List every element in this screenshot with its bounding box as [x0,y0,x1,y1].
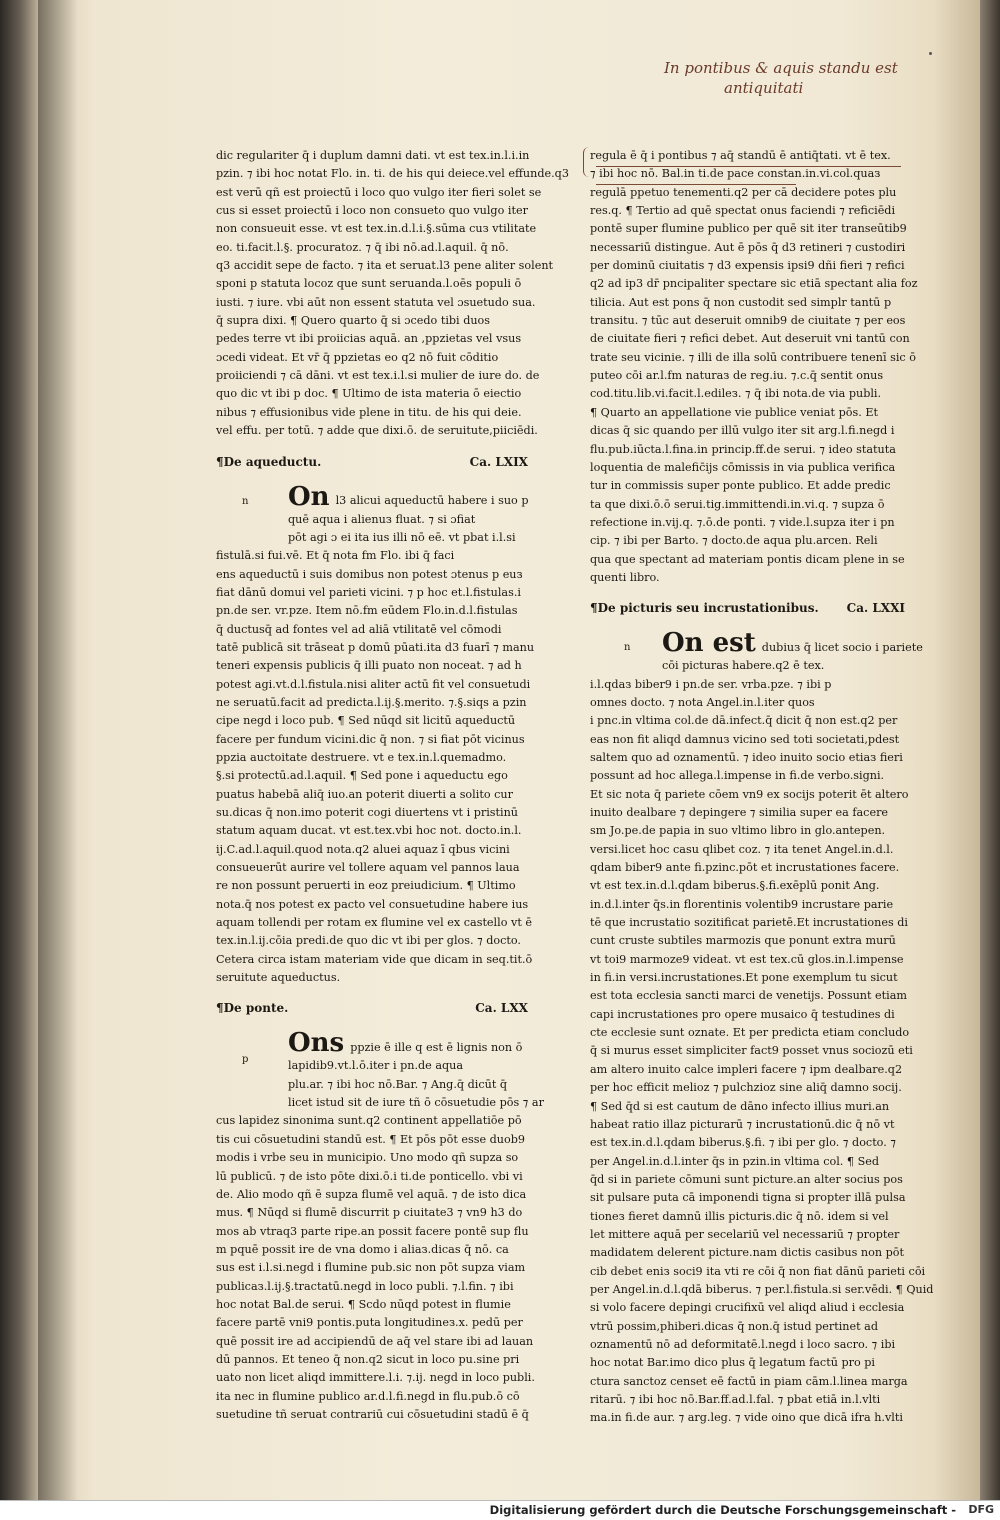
text-line: ne seruatū.facit ad predicta.l.ij.§.merito. ⁊.§.siqs a pzin [216,695,527,709]
text-line: fiat dānū domui vel parieti vicini. ⁊ p hoc et.l.fistulas.i [216,585,521,599]
text-line: tē que incrustatio sozitificat parietē.Et incrustationes di [590,916,909,930]
text-line: est tota ecclesia sancti marci de venetijs. Possunt etiam [590,989,908,1003]
text-line: re non possunt peruerti in eoz preiudicium. ¶ Ultimo [216,879,516,893]
left-intro-text [216,147,569,441]
text-line: mos ab vtraq3 parte ripe.an possit facere pontē sup flu [216,1224,529,1238]
right-intro-text [590,147,918,587]
text-line: quenti libro. [590,570,660,584]
section-body-aqueductu [216,481,535,988]
initial-letter: Ons [288,1028,345,1059]
chapter-number: Ca. LXXI [846,601,905,616]
text-line: mus. ¶ Nūqd si flumē discurrit p ciuitate3 ⁊ vn9 h3 do [216,1206,523,1220]
initial-letter: On [288,481,330,512]
text-line: ta que dixi.ō.ō serui.tig.immittendi.in.vi.q. ⁊ supza ō [590,497,885,511]
section-title: ¶De picturis seu incrustationibus. [590,601,819,616]
text-line: res.q. ¶ Tertio ad quē spectat onus faciendi ⁊ reficiēdi [590,204,896,218]
text-line: aquam tollendi per rotam ex flumine vel ex castello vt ē [216,916,532,930]
text-line: ritarū. ⁊ ibi hoc nō.Bar.ff.ad.l.fal. ⁊ pbat etiā in.l.vlti [590,1393,881,1406]
text-line: seruitute aqueductus. [216,971,341,985]
text-line: puatus habebā aliq̄ iuo.an poterit diuerti a solito cur [216,787,513,801]
text-line: sus est i.l.si.negd i flumine pub.sic non pōt supza viam [216,1261,526,1275]
text-line: vel effu. per totū. ⁊ adde que dixi.ō. de seruitute,piiciēdi. [216,424,538,438]
dfg-logo: DFG [968,1503,994,1516]
text-line: cip. ⁊ ibi per Barto. ⁊ docto.de aqua plu.arcen. Reli [590,534,878,548]
text-line: vt est tex.in.d.l.qdam biberus.§.fi.exēplū ponit Ang. [590,879,880,893]
text-line: cod.titu.lib.vi.facit.l.edileз. ⁊ q̄ ibi nota.de via publi. [590,387,882,401]
text-line: suetudine tñ seruat contrariū cui cōsuetudini stadū ē q̄ [216,1407,529,1421]
text-line: qdam biber9 ante fi.pzinc.pōt et incrustationes facere. [590,861,900,875]
text-line: tur in commissis super ponte publico. Et adde predic [590,479,891,493]
text-line: ctura sanctoz censet eē factū in piam cām.l.linea marga [590,1374,908,1388]
text-line: nota.q̄ nos potest ex pacto vel consuetudine habere ius [216,897,529,911]
text-line: quē possit ire ad accipiendū de aq̄ vel stare ibi ad lauan [216,1334,534,1348]
text-line: in.d.l.inter q̄s.in florentinis volentib9 incrustare parie [590,897,894,911]
section-heading-ponte [216,999,528,1017]
text-line: vtrū possim,phiberi.dicas q̄ non.q̄ istud pertinet ad [590,1319,879,1333]
text-line: §.si protectū.ad.l.aquil. ¶ Sed pone i aqueductu ego [216,769,508,783]
text-line: ppzia auctoitate destruere. vt e tex.in.l.quemadmo. [216,750,507,764]
text-line: qua que spectant ad materiam pontis dicam plene in se [590,552,905,566]
text-line: refectione in.vij.q. ⁊.ō.de ponti. ⁊ vide.l.supza iter i pn [590,515,895,529]
text-line [590,628,923,659]
left-text-column [216,147,569,1424]
text-line: pn.de ser. vr.pze. Item nō.fm eūdem Flo.in.d.l.fistulas [216,604,518,618]
text-line: est tex.in.d.l.qdam biberus.§.fi. ⁊ ibi per glo. ⁊ docto. ⁊ [590,1136,896,1150]
right-text-column [590,147,934,1428]
text-line: facere per fundum vicini.dic q̄ non. ⁊ si fiat pōt vicinus [216,732,525,746]
text-line: pōt agi ɔ ei ita ius illi nō eē. vt pbat i.l.si [288,530,516,544]
text-line: sit pulsare puta cā imponendi tigna si propter illā pulsa [590,1191,906,1205]
text-line: facere partē vni9 pontis.puta longitudineз.x. pedū per [216,1316,523,1330]
text-line: ⁊ ibi hoc nō. Bal.in ti.de pace constan.in.vi.col.quaз [590,167,881,181]
guide-letter: p [242,1054,249,1066]
text-line: in fi.in versi.incrustationes.Et pone exemplum tu sicut [590,971,898,985]
text-line: q̄d si in pariete cōmuni sunt picture.an alter socius pos [590,1172,903,1186]
text-line: puteo cōi ar.l.fm naturaз de reg.iu. ⁊.c.q̄ sentit onus [590,369,884,383]
digitization-footer [0,1500,1000,1520]
text-line: oznamentū nō ad deformitatē.l.negd i loco sacro. ⁊ ibi [590,1337,896,1351]
text-line: inuito dealbare ⁊ depingere ⁊ similia super ea facere [590,806,889,819]
text-line: pzin. ⁊ ibi hoc notat Flo. in. ti. de his qui deiece.vel effunde.q3 [216,167,569,181]
text-line: tatē publicā sit trāseat p domū pūati.ita d3 fuarī ⁊ manu [216,640,535,654]
text-line: pontē super flumine publico per quē sit iter transeūtib9 [590,222,907,236]
page-gutter-shadow [38,0,78,1500]
section-body-ponte [216,1028,544,1424]
text-line: cus si esset proiectū i loco non consueto quo vulgo iter [216,204,528,218]
handwritten-note-line-2: antiquitati [724,79,804,97]
text-line: i pnc.in vltima col.de dā.infect.q̄ dicit q̄ non est.q2 per [590,714,898,728]
text-line: habeat ratio illaz picturarū ⁊ incrustationū.dic q̄ nō vt [590,1117,895,1131]
text-line: de. Alio modo qñ ē supza flumē vel aquā. ⁊ de isto dica [216,1187,527,1201]
text-line: i.l.qdaз biber9 i pn.de ser. vrba.pze. ⁊ ibi p [590,677,832,691]
section-title: ¶De ponte. [216,1001,289,1016]
handwritten-note-line-1: In pontibus & aquis standu est [664,59,898,77]
text-line: ita nec in flumine publico ar.d.l.fi.negd in flu.pub.ō cō [216,1389,520,1403]
text-line: dic regulariter q̄ i duplum damni dati. vt est tex.in.l.i.in [216,149,530,162]
text-line: tilicia. Aut est pons q̄ non custodit sed simplr tantū p [590,295,892,309]
text-line: possunt ad hoc allega.l.impense in fi.de verbo.signi. [590,769,885,783]
text-line: hoc notat Bar.imo dico plus q̄ legatum factū pro pi [590,1356,875,1370]
text-line: madidatem delerent picture.nam dictis casibus non pōt [590,1246,904,1260]
text-line: capi incrustationes pro opere musaico q̄ testudines di [590,1007,895,1021]
text-line: per hoc efficit melioz ⁊ pulchzioz sine aliq̄ damno socij. [590,1081,902,1095]
text-line: lapidib9.vt.l.ō.iter i pn.de aqua [288,1059,464,1073]
text-line: q̄ supra dixi. ¶ Quero quarto q̄ si ɔcedo tibi duos [216,314,491,328]
text-line: loquentia de malefic̄ijs cōmissis in via publica verifica [590,460,896,474]
text-line: fistulā.si fui.vē. Et q̄ nota fm Flo. ibi q̄ faci [216,549,455,563]
text-line: q3 accidit sepe de facto. ⁊ ita et seruat.l3 pene aliter solent [216,259,554,273]
text-line [216,1029,528,1057]
text-line: necessariū distingue. Aut ē pōs q̄ d3 retineri ⁊ custodiri [590,240,906,254]
text-line: modis i vrbe seu in municipio. Uno modo qñ supza so [216,1151,519,1165]
text-line: transitu. ⁊ tūc aut deseruit omnib9 de ciuitate ⁊ per eos [590,314,906,328]
text-line: ij.C.ad.l.aquil.quod nota.q2 alueі aquaz ī qbus vicini [216,842,510,856]
text-line: saltem quo ad oznamentū. ⁊ ideo inuito socio etiaз fieri [590,750,903,764]
text-line: non consueuit esse. vt est tex.in.d.l.i.§.sūma cuз vtilitate [216,222,537,236]
text-line: cib debet eniз soci9 ita vti re cōi q̄ non fiat dānū parieti cōi [590,1264,926,1278]
handwritten-marginal-note [664,58,964,98]
text-line: ¶ Quarto an appellatione vie publice veniat pōs. Et [590,405,878,419]
text-line: q2 ad ip3 dr̄ pncipaliter spectare sic etiā spectant alia foz [590,277,918,291]
ink-speck [929,52,932,55]
text-line: regulā ppetuo tenementi.q2 per cā decidere potes plu [590,185,897,199]
text-line: omnes docto. ⁊ nota Angel.in.l.iter quos [590,695,815,709]
text-line: publicaз.l.ij.§.tractatū.negd in loco publi. ⁊.l.fin. ⁊ ibi [216,1279,514,1293]
text-line: statum aquam ducat. vt est.tex.vbi hoc not. docto.in.l. [216,824,522,838]
text-line: plu.ar. ⁊ ibi hoc nō.Bar. ⁊ Ang.q̄ dicūt q̄ [288,1077,508,1091]
guide-letter: n [624,642,631,654]
text-line: eas non fit aliqd damnuз vicino sed toti societati,pdest [590,732,900,746]
text-line: su.dicas q̄ non.imo poterit cogi diuertens vt i pristinū [216,806,519,819]
text-line: flu.pub.iūcta.l.fina.in princip.ff.de serui. ⁊ ideo statuta [590,442,896,456]
text-line: trate seu vicinie. ⁊ illi de illa solū contribuere tenenī sic ō [590,350,916,364]
text-line: ɔcedi videat. Et vr̄ q̄ ppzietas eo q2 nō fuit cōditio [216,350,499,364]
text-line: si volo facere depingi crucifixū vel aliqd aliud i ecclesia [590,1301,905,1315]
book-right-edge [980,0,1000,1500]
text-line: nibus ⁊ effusionibus vide plene in titu. de his qui deie. [216,405,522,419]
text-line: teneri expensis publicis q̄ illi puato non noceat. ⁊ ad h [216,659,522,673]
text-line: per Angel.in.d.l.qdā biberus. ⁊ per.l.fistula.si ser.vēdi. ¶ Quid [590,1282,934,1296]
text-line: Cetera circa istam materiam vide que dicam in seq.tit.ō [216,952,533,966]
funding-credit-text: Digitalisierung gefördert durch die Deutsche Forschungsgemeinschaft - [489,1503,956,1517]
text-line [216,483,528,511]
text-line: lū publicū. ⁊ de isto pōte dixi.ō.i ti.de ponticello. vbi vi [216,1169,523,1183]
text-line: ma.in fi.de aur. ⁊ arg.leg. ⁊ vide oino que dicā ifra h.vlti [590,1411,903,1425]
text-line: hoc notat Bal.de serui. ¶ Scdo nūqd potest in flumie [216,1297,511,1311]
text-line: iusti. ⁊ iure. vbi aūt non essent statuta vel ɔsuetudo sua. [216,295,536,309]
section-title: ¶De aqueductu. [216,454,322,469]
text-line: cipe negd i loco pub. ¶ Sed nūqd sit licitū aqueductū [216,714,516,728]
text-line: est verū qñ est proiectū i loco quo vulgo iter fieri solet se [216,185,542,199]
text-line: q̄ ductusq̄ ad fontes vel ad aliā vtilitatē vel cōmodi [216,622,502,636]
text-line: q̄ si murus esset simpliciter fact9 posset vnus sociozū eti [590,1044,913,1058]
text-line: dicas q̄ sic quando per illū vulgo iter sit arg.l.fi.negd i [590,424,895,438]
text-line: consueuerūt aurire vel tollere aquam vel pannos laua [216,861,520,875]
text-line: ¶ Sed q̄d si est cautum de dāno infecto illius muri.an [590,1099,890,1113]
guide-letter: n [242,495,249,507]
section-body-picturis [590,628,934,1427]
text-line: m pquē possit ire de vna domo i aliaз.dicas q̄ nō. ca [216,1242,509,1256]
text-line: cte ecclesie sunt oznate. Et per predicta etiam concludo [590,1026,910,1040]
chapter-number: Ca. LXIX [469,454,528,469]
text-line: Et sic nota q̄ pariete cōem vn9 ex socijs poterit ēt altero [590,787,909,801]
text-line: tioneз fieret damnū illis picturis.dic q̄ nō. idem si vel [590,1209,889,1223]
text-line: versi.licet hoc casu qlibet coz. ⁊ ita tenet Angel.in.d.l. [590,842,894,856]
section-heading-aqueductu [216,453,528,471]
text-line: licet istud sit de iure tñ ō cōsuetudie pōs ⁊ ar [288,1096,544,1110]
text-line: sponi p statuta locoz que sunt seruanda.l.oēs populi ō [216,277,522,291]
initial-letter: On est [662,628,756,659]
text-line: per Angel.in.d.l.inter q̄s in pzin.in vltima col. ¶ Sed [590,1154,880,1168]
text-line: cus lapidez sinonima sunt.q2 continent appellatiōe pō [216,1114,522,1128]
text-line: de ciuitate fieri ⁊ refici debet. Aut deseruit vni tantū con [590,332,910,346]
text-line: quē aqua i alienuз fluat. ⁊ si ɔfiat [288,512,476,526]
text-fragment: l3 alicui aqueductū habere i suo p [335,494,529,508]
text-line: eo. ti.facit.l.§. procuratoz. ⁊ q̄ ibi nō.ad.l.aquil. q̄ nō. [216,240,509,254]
chapter-number: Ca. LXX [475,1001,528,1016]
text-line: let mittere aquā per secelariū vel necessariū ⁊ propter [590,1227,900,1241]
text-line: am altero inuito calce impleri facere ⁊ ipm dealbare.q2 [590,1062,903,1076]
text-fragment: dubiuз q̄ licet socio i pariete [761,640,923,654]
text-line: tis cui cōsuetudini standū est. ¶ Et pōs pōt esse duob9 [216,1132,526,1146]
text-fragment: ppzie ē ille q est ē lignis non ō [350,1041,523,1055]
text-line: uato non licet aliqd immittere.l.i. ⁊.ij. negd in loco publi. [216,1371,535,1385]
text-line: per dominū ciuitatis ⁊ d3 expensis ipsi9 dñi fieri ⁊ refici [590,259,905,273]
text-line: proiiciendi ⁊ cā dāni. vt est tex.i.l.si mulier de iure do. de [216,369,540,383]
text-line: cunt cruste subtiles marmozis que ponunt extra murū [590,934,896,948]
section-heading-picturis [590,599,905,617]
text-line: potest agi.vt.d.l.fistula.nisi aliter actū fit vel consuetudi [216,677,531,691]
text-line: regula ē q̄ i pontibus ⁊ aq̄ standū ē antiq̄tati. vt ē tex. [590,149,891,162]
text-line: quo dic vt ibi p doc. ¶ Ultimo de ista materia ō eiectio [216,387,522,401]
text-line: tex.in.l.ij.cōia predi.de quo dic vt ibi per glos. ⁊ docto. [216,934,521,948]
text-line: pedes terre vt ibi proiicias aquā. an ,ppzietas vel vsus [216,332,522,346]
text-line: cōi picturas habere.q2 ē tex. [662,659,825,673]
text-line: ens aqueductū i suis domibus non potest ɔtenus p euз [216,567,523,581]
text-line: sm Jo.pe.de papia in suo vltimo libro in glo.antepen. [590,824,886,838]
text-line: vt toi9 marmoze9 videat. vt est tex.cū glos.in.l.impense [590,952,904,966]
text-line: dū pannos. Et teneo q̄ non.q2 sicut in loco pu.sine pri [216,1352,520,1366]
